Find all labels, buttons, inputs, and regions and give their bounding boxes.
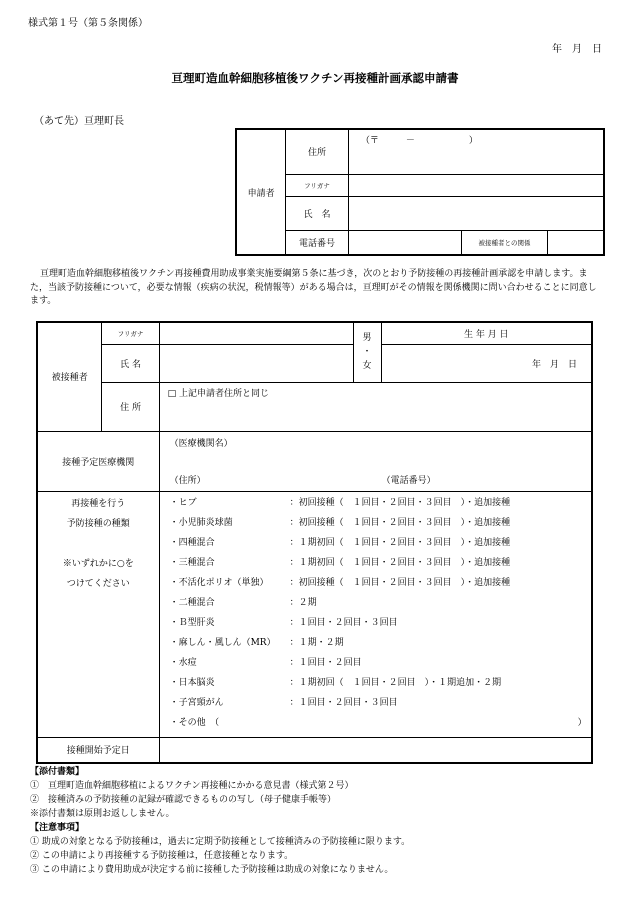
applicant-furigana-field[interactable]	[348, 174, 604, 196]
vaccine-label-line3: ※いずれかに○を	[62, 558, 134, 569]
vaccine-item[interactable]: ・四種混合 ：１期初回（ １回目・２回目・３回目 ）・追加接種	[169, 537, 511, 548]
applicant-address-label: 住所	[286, 129, 349, 174]
same-address-checkbox[interactable]: □ 上記申請者住所と同じ	[167, 388, 269, 399]
facility-name-label: （医療機関名）	[169, 438, 233, 449]
main-table	[36, 321, 593, 764]
applicant-table	[235, 128, 605, 256]
addressee: （あて先）亘理町長	[34, 116, 124, 127]
date-line: 年 月 日	[552, 44, 602, 55]
applicant-name-label: 氏 名	[286, 196, 349, 230]
birth-label: 生 年 月 日	[381, 322, 592, 344]
sex-male[interactable]: 男	[362, 333, 372, 344]
relation-field[interactable]	[547, 230, 604, 255]
attachment-item-1: ① 亘理町造血幹細胞移植によるワクチン再接種にかかる意見書（様式第２号）	[30, 781, 354, 791]
relation-label: 被接種者との関係	[462, 230, 548, 255]
recipient-address-field[interactable]	[159, 382, 592, 431]
start-date-field[interactable]	[159, 737, 592, 763]
applicant-address-field[interactable]	[348, 129, 604, 174]
recipient-name-field[interactable]	[159, 344, 353, 382]
facility-phone-label: （電話番号）	[381, 475, 436, 486]
applicant-section-label: 申請者	[236, 129, 286, 255]
notes-heading: 【注意事項】	[30, 823, 85, 833]
applicant-phone-label: 電話番号	[286, 230, 349, 255]
sex-dot: ・	[362, 347, 372, 358]
postal-mark: （〒 － ）	[360, 136, 478, 146]
applicant-furigana-label: フリガナ	[286, 174, 349, 196]
facility-address-label: （住所）	[169, 475, 206, 486]
vaccine-item[interactable]: ・二種混合 ：２期	[169, 597, 317, 608]
vaccine-label-line1: 再接種を行う	[71, 498, 126, 509]
vaccine-type-label	[37, 491, 159, 737]
note-item-2: ② この申請により再接種する予防接種は，任意接種となります。	[30, 851, 294, 861]
document-title: 亘理町造血幹細胞移植後ワクチン再接種計画承認申請書	[171, 71, 459, 85]
recipient-address-label: 住 所	[102, 382, 159, 431]
vaccine-item[interactable]: ・小児肺炎球菌 ：初回接種（ １回目・２回目・３回目 ）・追加接種	[169, 517, 511, 528]
form-number: 様式第１号（第５条関係）	[28, 18, 148, 29]
vaccine-item[interactable]: ・三種混合 ：１期初回（ １回目・２回目・３回目 ）・追加接種	[169, 557, 511, 568]
vaccine-label-line4: つけてください	[66, 578, 130, 589]
vaccine-item[interactable]: ・日本脳炎 ：１期初回（ １回目・２回目 ）・１期追加・２期	[169, 677, 502, 688]
vaccine-label-line2: 予防接種の種類	[66, 518, 130, 529]
recipient-section-label: 被接種者	[37, 322, 102, 431]
vaccine-item[interactable]: ・麻しん・風しん（MR） ：１期・２期	[169, 637, 344, 648]
applicant-phone-field[interactable]	[348, 230, 461, 255]
note-item-1: ① 助成の対象となる予防接種は，過去に定期予防接種として接種済みの予防接種に限ります。	[30, 837, 411, 847]
vaccine-item[interactable]: ・子宮頸がん ：１回目・２回目・３回目	[169, 697, 398, 708]
birth-date-field[interactable]: 年 月 日	[381, 344, 592, 382]
vaccine-item[interactable]: ・水痘 ：１回目・２回目	[169, 657, 362, 668]
sex-female[interactable]: 女	[362, 361, 372, 372]
recipient-furigana-field[interactable]	[159, 322, 353, 344]
attachments-heading: 【添付書類】	[30, 767, 85, 777]
facility-field[interactable]	[159, 431, 592, 491]
recipient-name-label: 氏 名	[102, 344, 159, 382]
vaccine-item[interactable]: ・ヒブ ：初回接種（ １回目・２回目・３回目 ）・追加接種	[169, 497, 511, 508]
start-date-label: 接種開始予定日	[37, 737, 159, 763]
applicant-name-field[interactable]	[348, 196, 604, 230]
vaccine-list	[159, 491, 592, 737]
intro-text: 亘理町造血幹細胞移植後ワクチン再接種費用助成事業実施要綱第５条に基づき，次のとおり予防接種の再接種計画承認を申請します。また，当該予防接種について，必要な情報（疾病の状況，税情報等）がある場合は，亘理町がその情報を関係機関に問い合わせることに同意します。	[30, 269, 597, 306]
vaccine-item-other[interactable]: ・その他 （ ）	[169, 717, 587, 728]
note-item-3: ③ この申請により費用助成が決定する前に接種した予防接種は助成の対象になりません。	[30, 865, 394, 875]
attachment-item-2: ② 接種済みの予防接種の記録が確認できるものの写し（母子健康手帳等）	[30, 795, 337, 805]
facility-label: 接種予定医療機関	[37, 431, 159, 491]
sex-selector[interactable]	[353, 322, 381, 382]
recipient-furigana-label: フリガナ	[102, 322, 159, 344]
vaccine-item[interactable]: ・Ｂ型肝炎 ：１回目・２回目・３回目	[169, 617, 398, 628]
vaccine-item[interactable]: ・不活化ポリオ（単独） ：初回接種（ １回目・２回目・３回目 ）・追加接種	[169, 577, 511, 588]
attachment-note: ※添付書類は原則お返ししません。	[30, 809, 175, 819]
